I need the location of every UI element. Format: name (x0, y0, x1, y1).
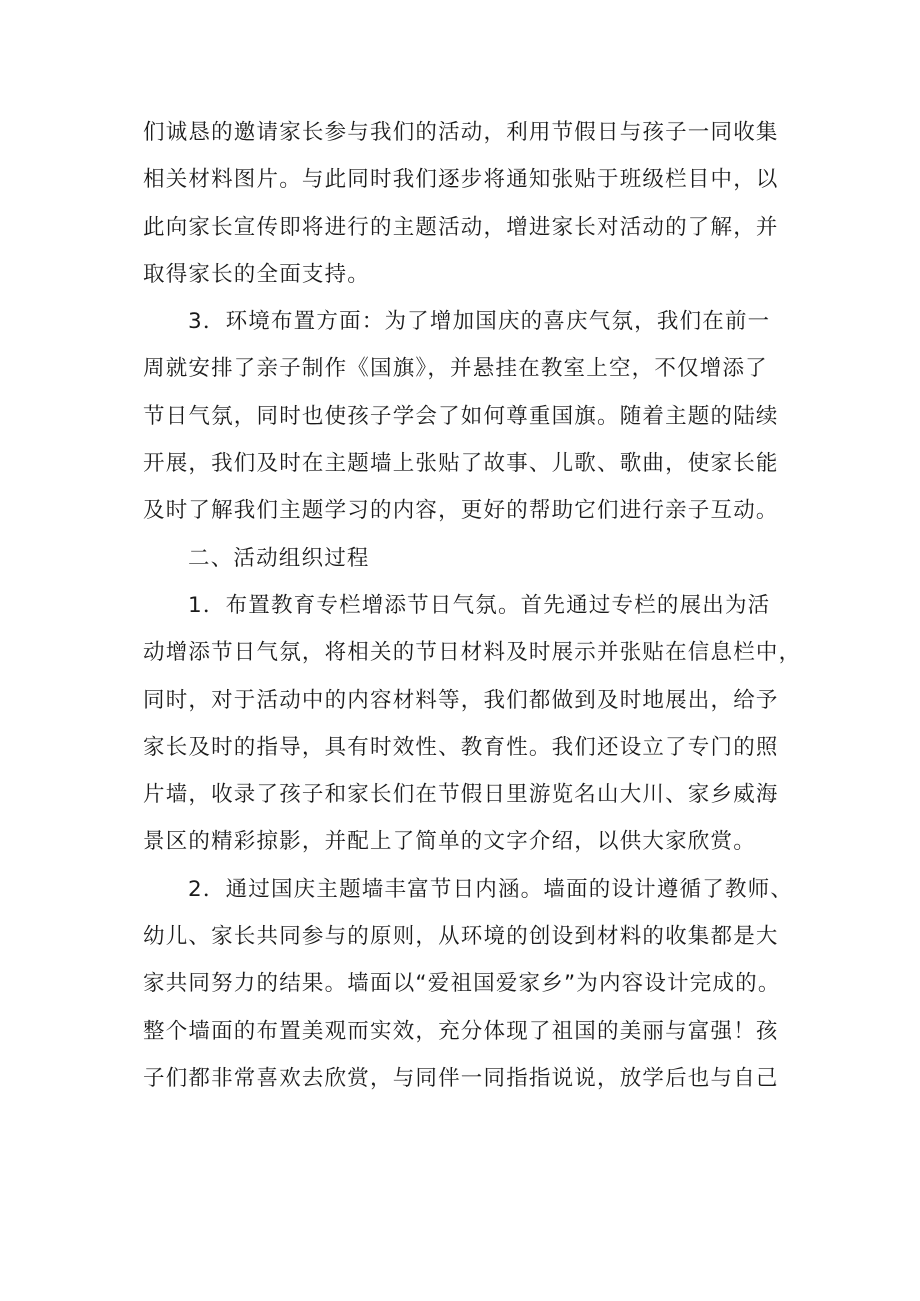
text-line: 家共同努力的结果。墙面以“爱祖国爱家乡”为内容设计完成的。 (143, 971, 781, 997)
text-line: 开展，我们及时在主题墙上张贴了故事、儿歌、歌曲，使家长能 (143, 451, 779, 477)
text-line: 节日气氛，同时也使孩子学会了如何尊重国旗。随着主题的陆续 (143, 403, 779, 429)
text-line: 取得家长的全面支持。 (143, 261, 371, 287)
paragraph-start-line: 2．通过国庆主题墙丰富节日内涵。墙面的设计遵循了教师、 (188, 876, 794, 902)
text-line: 们诚恳的邀请家长参与我们的活动，利用节假日与孩子一同收集 (143, 120, 779, 145)
section-heading: 二、活动组织过程 (188, 545, 370, 571)
text-line: 及时了解我们主题学习的内容，更好的帮助它们进行亲子互动。 (143, 498, 779, 524)
text-line: 周就安排了亲子制作《国旗》，并悬挂在教室上空，不仅增添了 (143, 356, 768, 382)
text-line: 相关材料图片。与此同时我们逐步将通知张贴于班级栏目中，以 (143, 167, 779, 193)
text-line: 子们都非常喜欢去欣赏，与同伴一同指指说说，放学后也与自己 (143, 1065, 779, 1091)
text-line: 同时，对于活动中的内容材料等，我们都做到及时地展出，给予 (143, 687, 779, 713)
text-line: 片墙，收录了孩子和家长们在节假日里游览名山大川、家乡威海 (143, 782, 779, 808)
text-line: 此向家长宣传即将进行的主题活动，增进家长对活动的了解，并 (143, 214, 779, 240)
document-body (143, 109, 802, 1102)
text-line: 动增添节日气氛，将相关的节日材料及时展示并张贴在信息栏中， (143, 640, 802, 666)
paragraph-start-line: 3．环境布置方面：为了增加国庆的喜庆气氛，我们在前一 (188, 309, 771, 335)
paragraph-start-line: 1．布置教育专栏增添节日气氛。首先通过专栏的展出为活 (188, 592, 771, 618)
text-line: 整个墙面的布置美观而实效，充分体现了祖国的美丽与富强！孩 (143, 1018, 779, 1044)
text-line: 家长及时的指导，具有时效性、教育性。我们还设立了专门的照 (143, 734, 779, 760)
text-line: 景区的精彩掠影，并配上了简单的文字介绍，以供大家欣赏。 (143, 829, 756, 855)
text-line: 幼儿、家长共同参与的原则，从环境的创设到材料的收集都是大 (143, 924, 779, 950)
